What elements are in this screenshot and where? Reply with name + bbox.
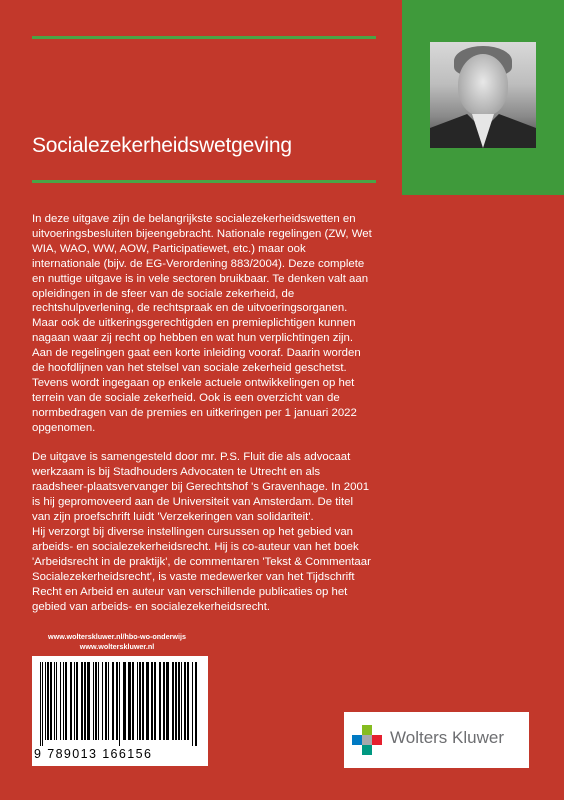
barcode-bar	[95, 662, 97, 740]
isbn-number: 9 789013 166156	[34, 747, 153, 761]
barcode-bar	[159, 662, 161, 740]
barcode-bar	[47, 662, 49, 740]
barcode-bar	[146, 662, 149, 740]
wolters-kluwer-logo-icon	[352, 725, 382, 755]
barcode-bar	[137, 662, 138, 740]
barcode-bar	[56, 662, 57, 740]
barcode-bar	[65, 662, 67, 740]
barcode-bar	[151, 662, 153, 740]
barcode-bar	[116, 662, 118, 740]
divider-top	[32, 36, 376, 39]
barcode-bar	[139, 662, 141, 740]
barcode	[32, 656, 208, 766]
barcode-bar	[60, 662, 61, 740]
barcode-bar	[45, 662, 46, 740]
barcode-bar	[93, 662, 94, 740]
barcode-bar	[166, 662, 169, 740]
barcode-bar	[154, 662, 156, 740]
barcode-bar	[50, 662, 52, 740]
barcode-bar	[132, 662, 134, 740]
publisher-urls	[32, 632, 202, 652]
publisher-name: Wolters Kluwer	[390, 728, 504, 747]
publisher-logo	[344, 712, 529, 768]
barcode-bar	[76, 662, 78, 740]
url-wolterskluwer[interactable]: www.wolterskluwer.nl	[79, 642, 155, 651]
barcode-bar	[178, 662, 180, 740]
barcode-bar	[42, 662, 43, 746]
barcode-bar	[142, 662, 144, 740]
barcode-bar	[187, 662, 189, 740]
book-title: Socialezekerheidswetgeving	[32, 134, 292, 157]
barcode-bars	[40, 662, 200, 746]
barcode-bar	[84, 662, 86, 740]
barcode-bar	[192, 662, 193, 746]
barcode-bar	[163, 662, 165, 740]
barcode-bar	[119, 662, 120, 746]
barcode-bar	[70, 662, 72, 740]
barcode-bar	[112, 662, 114, 740]
author-photo	[430, 42, 536, 148]
blurb	[32, 212, 372, 629]
barcode-bar	[184, 662, 186, 740]
barcode-bar	[128, 662, 131, 740]
barcode-bar	[81, 662, 83, 740]
barcode-bar	[172, 662, 174, 740]
blurb-paragraph-author: De uitgave is samengesteld door mr. P.S. Fluit die als advocaat werkzaam is bij Stadhouders Advocaten te Utrecht en als raadsheer-plaatsvervanger bij Gerechtshof 's Gravenhage. In 2001 is hij gepromoveerd aan de Universiteit van Amsterdam. De titel van zijn proefschrift luidt 'Verzekeringen van solidariteit'.	[32, 451, 370, 524]
barcode-bar	[54, 662, 55, 740]
barcode-bar	[105, 662, 107, 740]
barcode-bar	[102, 662, 103, 740]
barcode-bar	[40, 662, 41, 746]
barcode-bar	[175, 662, 177, 740]
barcode-bar	[98, 662, 99, 740]
barcode-bar	[87, 662, 90, 740]
divider-bottom	[32, 180, 376, 183]
barcode-bar	[195, 662, 197, 746]
blurb-paragraph-author-activities: Hij verzorgt bij diverse instellingen cursussen op het gebied van arbeids- en socialezekerheidsrecht. Hij is co-auteur van het boek 'Arbeidsrecht in de praktijk', de commentaren 'Tekst & Commentaar Socialezekerheidsrecht', is vaste medewerker van het Tijdschrift Recht en Arbeid en auteur van verschillende publicaties op het gebied van arbeids- en socialezekerheidsrecht.	[32, 526, 371, 613]
barcode-bar	[63, 662, 64, 740]
barcode-bar	[108, 662, 109, 740]
blurb-paragraph-intro: In deze uitgave zijn de belangrijkste socialezekerheidswetten en uitvoeringsbesluiten bijeengebracht. Nationale regelingen (ZW, Wet WIA, WAO, WW, AOW, Participatiewet, etc.) maar ook internationale (bijv. de EG-Verordening 883/2004). Deze complete en nuttige uitgave is in vele sectoren bruikbaar. Te denken valt aan opleidingen in de sfeer van de sociale zekerheid, de rechtshulpverlening, de rechtspraak en de uitvoeringsorganen. Maar ook de uitkeringsgerechtigden en premieplichtigen kunnen nagaan waar zij recht op hebben en wat hun verplichtingen zijn. Aan de regelingen gaat een korte inleiding vooraf. Daarin worden de hoofdlijnen van het stelsel van sociale zekerheid geschetst. Tevens wordt ingegaan op enkele actuele ontwikkelingen op het terrein van de sociale zekerheid. Ook is een overzicht van de normbedragen van de premies en uitkeringen per 1 januari 2022 opgenomen.	[32, 213, 372, 434]
author-photo-face	[458, 54, 508, 116]
barcode-bar	[123, 662, 126, 740]
url-hbo-wo-onderwijs[interactable]: www.wolterskluwer.nl/hbo-wo-onderwijs	[48, 632, 186, 641]
barcode-bar	[181, 662, 182, 740]
barcode-bar	[74, 662, 75, 740]
